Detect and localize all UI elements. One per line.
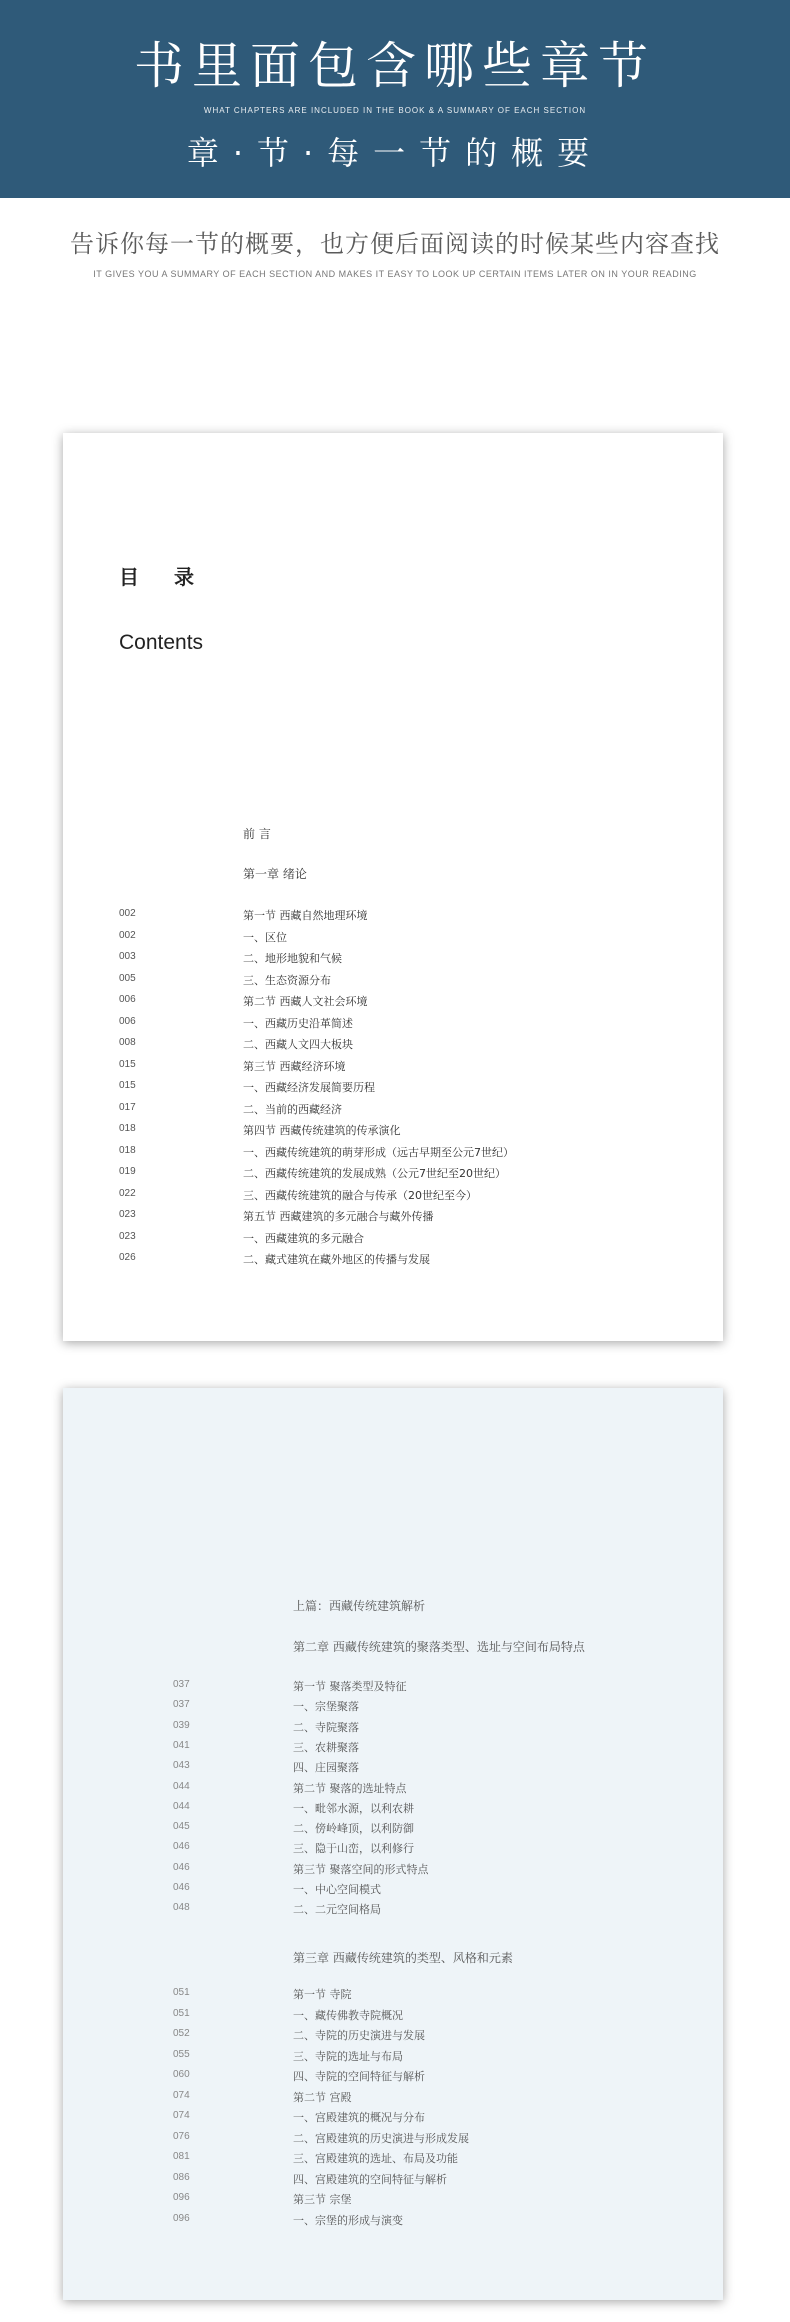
toc-entry-title: 三、宫殿建筑的选址、布局及功能 [293, 2152, 458, 2165]
part-heading: 上篇：西藏传统建筑解析 [293, 1599, 426, 1613]
banner-subtitle-en: WHAT CHAPTERS ARE INCLUDED IN THE BOOK & A SUMMARY OF EACH SECTION [203, 106, 587, 115]
toc-entry-title: 二、西藏人文四大板块 [243, 1038, 353, 1051]
toc-entry-title: 一、宗堡的形成与演变 [293, 2213, 403, 2227]
chapter-heading: 第一章 绪论 [243, 867, 307, 881]
toc-page-number: 044 [173, 1780, 190, 1792]
toc-page-number: 044 [173, 1800, 190, 1812]
toc-page-number: 002 [119, 908, 136, 919]
toc-entry-title: 第二节 聚落的选址特点 [293, 1781, 407, 1795]
toc-entry-title: 一、宗堡聚落 [293, 1700, 359, 1714]
toc-entry-title: 第二节 宫殿 [293, 2090, 352, 2104]
toc-page-number: 037 [173, 1699, 190, 1711]
toc-page-number: 076 [173, 2130, 190, 2142]
toc-page-number: 019 [119, 1166, 136, 1177]
toc-page-number: 006 [119, 1015, 136, 1027]
toc-page-number: 015 [119, 1080, 136, 1091]
toc-entry-title: 三、隐于山峦，以利修行 [293, 1842, 414, 1856]
toc-page-number: 015 [119, 1058, 136, 1070]
intro-text-cn: 告诉你每一节的概要，也方便后面阅读的时候某些内容查找 [70, 230, 720, 258]
toc-entry-title: 一、西藏历史沿革简述 [243, 1016, 353, 1030]
toc-entry-title: 第一节 聚落类型及特征 [293, 1680, 407, 1693]
toc-entry-title: 一、藏传佛教寺院概况 [293, 2008, 403, 2022]
toc-page-1 [63, 433, 723, 1341]
toc-entry-title: 一、宫殿建筑的概况与分布 [293, 2111, 425, 2124]
toc-entry-title: 二、二元空间格局 [293, 1903, 381, 1917]
toc-page-number: 060 [173, 2069, 190, 2080]
toc-entry-title: 二、寺院的历史演进与发展 [293, 2029, 425, 2042]
toc-entry-title: 第三节 西藏经济环境 [243, 1059, 346, 1073]
chapter-heading: 第二章 西藏传统建筑的聚落类型、选址与空间布局特点 [293, 1640, 585, 1654]
toc-entry-title: 三、生态资源分布 [243, 973, 331, 987]
chapter-heading: 第三章 西藏传统建筑的类型、风格和元素 [293, 1951, 513, 1965]
toc-page-number: 026 [119, 1252, 136, 1263]
toc-page-number: 018 [119, 1144, 136, 1156]
toc-entry-title: 四、寺院的空间特征与解析 [293, 2070, 425, 2083]
toc-entry-title: 一、中心空间模式 [293, 1883, 381, 1896]
toc-entry-title: 第二节 西藏人文社会环境 [243, 995, 368, 1008]
banner-title: 书里面包含哪些章节 [134, 37, 656, 95]
toc-page-number: 051 [173, 1987, 190, 1998]
toc-entry-title: 第四节 西藏传统建筑的传承演化 [243, 1124, 401, 1137]
toc-entry-title: 二、傍岭峰顶，以利防御 [293, 1822, 414, 1836]
toc-page-number: 051 [173, 2007, 190, 2019]
toc-page-number: 052 [173, 2028, 190, 2039]
toc-page-number: 017 [119, 1101, 136, 1113]
toc-page-number: 023 [119, 1209, 136, 1220]
toc-title: 目 录 [119, 565, 208, 589]
toc-page-number: 074 [173, 2089, 190, 2101]
toc-page-number: 003 [119, 951, 136, 962]
toc-entry-title: 四、宫殿建筑的空间特征与解析 [293, 2172, 447, 2186]
toc-page-number: 046 [173, 1861, 190, 1873]
toc-page-number: 086 [173, 2171, 190, 2183]
toc-entry-title: 二、藏式建筑在藏外地区的传播与发展 [243, 1253, 430, 1266]
contents-label: Contents [119, 631, 204, 654]
toc-entry-title: 三、西藏传统建筑的融合与传承（20世纪至今） [243, 1188, 477, 1202]
toc-page-number: 005 [119, 972, 136, 984]
toc-page-number: 096 [173, 2212, 190, 2224]
toc-entry-title: 二、西藏传统建筑的发展成熟（公元7世纪至20世纪） [243, 1167, 506, 1180]
toc-page-number: 022 [119, 1187, 136, 1199]
header-banner [0, 0, 790, 198]
toc-entry-title: 第五节 西藏建筑的多元融合与藏外传播 [243, 1210, 434, 1223]
toc-page-number: 074 [173, 2110, 190, 2121]
toc-page-number: 041 [173, 1739, 190, 1751]
toc-entry-title: 一、西藏建筑的多元融合 [243, 1231, 364, 1245]
toc-page-number: 037 [173, 1679, 190, 1690]
toc-page-number: 002 [119, 929, 136, 941]
toc-page-number: 006 [119, 994, 136, 1005]
toc-page-number: 043 [173, 1760, 190, 1772]
toc-page-2 [63, 1388, 723, 2300]
toc-entry-title: 二、宫殿建筑的历史演进与形成发展 [293, 2131, 469, 2145]
intro-text-en: IT GIVES YOU A SUMMARY OF EACH SECTION AND MAKES IT EASY TO LOOK UP CERTAIN ITEMS LATER ON IN YOUR READING [93, 269, 697, 279]
toc-page-number: 048 [173, 1902, 190, 1914]
toc-page-number: 055 [173, 2048, 190, 2060]
toc-page-number: 045 [173, 1821, 190, 1833]
preface-heading: 前 言 [243, 827, 271, 841]
toc-entry-title: 一、毗邻水源，以利农耕 [293, 1801, 414, 1815]
toc-entry-title: 第一节 寺院 [293, 1988, 352, 2001]
toc-entry-title: 一、区位 [243, 930, 287, 944]
toc-page-number: 018 [119, 1123, 136, 1134]
toc-page-number: 039 [173, 1719, 190, 1731]
toc-page-number: 046 [173, 1841, 190, 1853]
toc-entry-title: 第三节 宗堡 [293, 2193, 352, 2206]
toc-entry-title: 二、地形地貌和气候 [243, 952, 342, 965]
toc-entry-title: 三、寺院的选址与布局 [293, 2049, 403, 2063]
toc-entry-title: 二、寺院聚落 [293, 1720, 359, 1734]
toc-entry-title: 四、庄园聚落 [293, 1761, 359, 1775]
toc-entry-title: 二、当前的西藏经济 [243, 1102, 342, 1116]
toc-entry-title: 一、西藏经济发展简要历程 [243, 1081, 375, 1094]
toc-page-number: 081 [173, 2151, 190, 2162]
toc-entry-title: 第三节 聚落空间的形式特点 [293, 1862, 429, 1876]
toc-page-number: 046 [173, 1882, 190, 1893]
toc-entry-title: 第一节 西藏自然地理环境 [243, 909, 368, 922]
toc-entry-title: 三、农耕聚落 [293, 1740, 359, 1754]
toc-page-number: 008 [119, 1037, 136, 1048]
toc-page-number: 023 [119, 1230, 136, 1242]
toc-entry-title: 一、西藏传统建筑的萌芽形成（远古早期至公元7世纪） [243, 1145, 514, 1159]
toc-page-number: 096 [173, 2192, 190, 2203]
banner-subtitle-cn: 章·节·每一节的概要 [186, 134, 604, 172]
